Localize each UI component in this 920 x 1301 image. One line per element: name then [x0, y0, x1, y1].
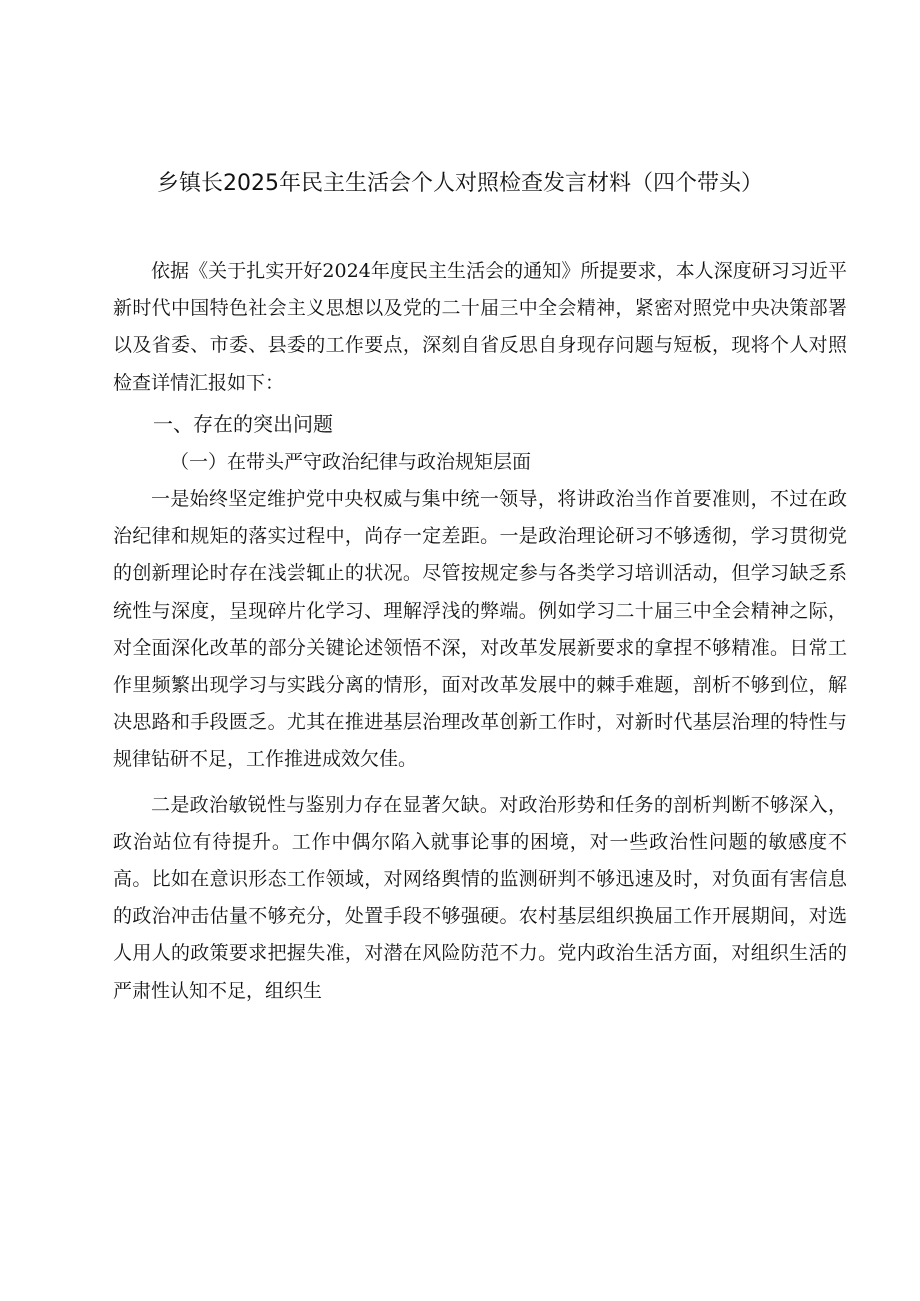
- section-heading: 一、存在的突出问题: [153, 411, 333, 436]
- body-paragraph-2: 二是政治敏锐性与鉴别力存在显著欠缺。对政治形势和任务的剖析判断不够深入，政治站位有待提升。工作中偶尔陷入就事论事的困境，对一些政治性问题的敏感度不高。比如在意识形态工作领域，对网络舆情的监测研判不够迅速及时，对负面有害信息的政治冲击估量不够充分，处置手段不够强硬。农村基层组织换届工作开展期间，对选人用人的政策要求把握失准，对潜在风险防范不力。党内政治生活方面，对组织生活的严肃性认知不足，组织生: [113, 793, 847, 1002]
- subsection-heading: （一）在带头严守政治纪律与政治规矩层面: [170, 450, 532, 473]
- intro-paragraph: 依据《关于扎实开好2024年度民主生活会的通知》所提要求，本人深度研习习近平新时代中国特色社会主义思想以及党的二十届三中全会精神，紧密对照党中央决策部署以及省委、市委、县委的工作要点，深刻自省反思自身现存问题与短板，现将个人对照检查详情汇报如下：: [113, 260, 847, 394]
- document-title: 乡镇长2025年民主生活会个人对照检查发言材料（四个带头）: [157, 171, 763, 196]
- body-paragraph-1: 一是始终坚定维护党中央权威与集中统一领导，将讲政治当作首要准则，不过在政治纪律和规矩的落实过程中，尚存一定差距。一是政治理论研习不够透彻，学习贯彻党的创新理论时存在浅尝辄止的状况。尽管按规定参与各类学习培训活动，但学习缺乏系统性与深度，呈现碎片化学习、理解浮浅的弊端。例如学习二十届三中全会精神之际，对全面深化改革的部分关键论述领悟不深，对改革发展新要求的拿捏不够精准。日常工作里频繁出现学习与实践分离的情形，面对改革发展中的棘手难题，剖析不够到位，解决思路和手段匮乏。尤其在推进基层治理改革创新工作时，对新时代基层治理的特性与规律钻研不足，工作推进成效欠佳。: [113, 488, 847, 771]
- document-body: [113, 253, 847, 1010]
